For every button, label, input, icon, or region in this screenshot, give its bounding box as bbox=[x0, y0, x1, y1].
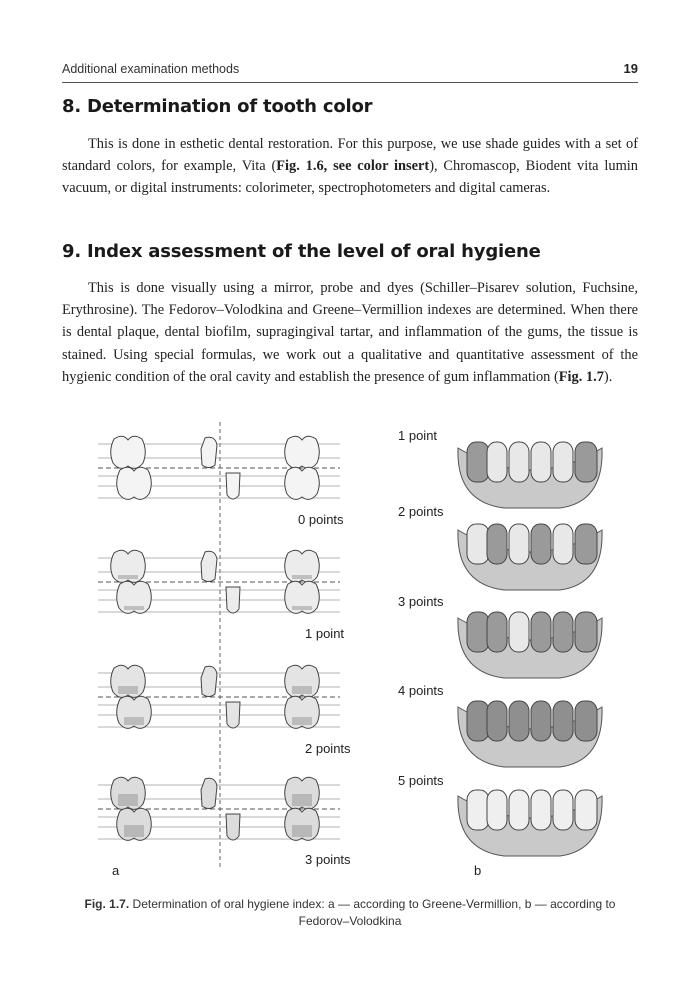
plaque-deposit bbox=[118, 686, 138, 694]
figure-caption-label: Fig. 1.7. bbox=[84, 897, 130, 911]
tooth bbox=[531, 612, 551, 652]
lower-incisor bbox=[226, 814, 240, 840]
plaque-deposit bbox=[292, 717, 312, 725]
figure-1-7 bbox=[62, 418, 638, 886]
lower-jaw-drawing bbox=[458, 790, 602, 856]
tooth bbox=[553, 612, 573, 652]
lower-molar bbox=[117, 467, 152, 499]
panel-a-score-label: 3 points bbox=[305, 852, 351, 867]
tooth bbox=[509, 442, 529, 482]
tooth bbox=[467, 612, 489, 652]
tooth bbox=[509, 790, 529, 830]
upper-incisor bbox=[201, 666, 217, 696]
panel-b-score-label: 1 point bbox=[398, 428, 438, 443]
tooth bbox=[575, 790, 597, 830]
greene-vermillion-diagram bbox=[98, 550, 340, 613]
section-8-text-b: ), Chromascop, Biodent vita lumin vacuum, or digital instruments: colorimeter, spectrophotometers and digital cameras. bbox=[62, 158, 638, 197]
tooth bbox=[575, 701, 597, 741]
tooth bbox=[553, 701, 573, 741]
tooth bbox=[531, 524, 551, 564]
plaque-deposit bbox=[292, 794, 312, 806]
panel-b-score-label: 2 points bbox=[398, 504, 444, 519]
upper-incisor bbox=[201, 778, 217, 808]
panel-b-label: b bbox=[474, 863, 482, 878]
running-header bbox=[62, 60, 638, 83]
figure-caption bbox=[62, 896, 638, 930]
plaque-deposit bbox=[292, 686, 312, 694]
greene-vermillion-diagram bbox=[98, 777, 340, 840]
running-header-title: Additional examination methods bbox=[62, 62, 240, 76]
tooth bbox=[531, 790, 551, 830]
section-9-heading: 9. Index assessment of the level of oral hygiene bbox=[62, 241, 541, 262]
tooth bbox=[487, 612, 507, 652]
tooth bbox=[467, 790, 489, 830]
tooth bbox=[509, 612, 529, 652]
plaque-deposit bbox=[124, 825, 144, 837]
dental-illustration bbox=[62, 418, 638, 886]
upper-molar bbox=[285, 436, 320, 468]
tooth bbox=[509, 524, 529, 564]
tooth bbox=[575, 524, 597, 564]
tooth bbox=[509, 701, 529, 741]
tooth bbox=[487, 790, 507, 830]
upper-incisor bbox=[201, 437, 217, 467]
lower-jaw-drawing bbox=[458, 442, 602, 508]
page-number: 19 bbox=[623, 61, 638, 76]
figure-reference-1-6: Fig. 1.6, see color insert bbox=[276, 158, 430, 175]
lower-molar bbox=[285, 467, 320, 499]
tooth bbox=[553, 790, 573, 830]
figure-reference-1-7: Fig. 1.7 bbox=[558, 368, 604, 385]
greene-vermillion-diagram bbox=[98, 436, 340, 499]
section-9-text-b: ). bbox=[603, 368, 613, 385]
lower-jaw-drawing bbox=[458, 524, 602, 590]
panel-a-score-label: 1 point bbox=[305, 626, 345, 641]
plaque-deposit bbox=[118, 794, 138, 806]
section-8-paragraph bbox=[62, 133, 638, 200]
lower-incisor bbox=[226, 702, 240, 728]
tooth bbox=[531, 442, 551, 482]
tooth bbox=[487, 442, 507, 482]
plaque-deposit bbox=[292, 825, 312, 837]
plaque-deposit bbox=[118, 575, 138, 579]
upper-incisor bbox=[201, 551, 217, 581]
plaque-deposit bbox=[124, 606, 144, 610]
lower-jaw-drawing bbox=[458, 612, 602, 678]
section-8-heading: 8. Determination of tooth color bbox=[62, 96, 373, 117]
tooth bbox=[553, 524, 573, 564]
lower-incisor bbox=[226, 473, 240, 499]
figure-caption-text: Determination of oral hygiene index: a — according to Greene-Vermillion, b — according to Fedorov–Volodkina bbox=[129, 897, 616, 928]
section-9-paragraph bbox=[62, 277, 638, 388]
plaque-deposit bbox=[292, 606, 312, 610]
lower-jaw-drawing bbox=[458, 701, 602, 767]
section-9-text-a: This is done visually using a mirror, probe and dyes (Schiller–Pisarev solution, Fuchsine, Erythrosine). The Fedorov–Volodkina and Greene–Vermillion indexes are determined. When there is dental plaque, dental biofilm, supragingival tartar, and inflammation of the gums, the tissue is stained. Using special formulas, we work out a qualitative and quantitative assessment of the hygienic condition of the oral cavity and establish the presence of gum inflammation ( bbox=[62, 280, 638, 385]
panel-b-score-label: 3 points bbox=[398, 594, 444, 609]
plaque-deposit bbox=[124, 717, 144, 725]
tooth bbox=[467, 701, 489, 741]
tooth bbox=[531, 701, 551, 741]
panel-a-label: a bbox=[112, 863, 120, 878]
tooth bbox=[553, 442, 573, 482]
panel-a-score-label: 0 points bbox=[298, 512, 344, 527]
tooth bbox=[487, 701, 507, 741]
tooth bbox=[467, 442, 489, 482]
tooth bbox=[575, 442, 597, 482]
plaque-deposit bbox=[292, 575, 312, 579]
panel-b-score-label: 4 points bbox=[398, 683, 444, 698]
panel-a-score-label: 2 points bbox=[305, 741, 351, 756]
section-8-text-a: This is done in esthetic dental restoration. For this purpose, we use shade guides with a set of standard colors, for example, Vita ( bbox=[62, 136, 638, 175]
upper-molar bbox=[111, 436, 146, 468]
tooth bbox=[487, 524, 507, 564]
greene-vermillion-diagram bbox=[98, 665, 340, 728]
lower-incisor bbox=[226, 587, 240, 613]
panel-b-score-label: 5 points bbox=[398, 773, 444, 788]
tooth bbox=[575, 612, 597, 652]
tooth bbox=[467, 524, 489, 564]
